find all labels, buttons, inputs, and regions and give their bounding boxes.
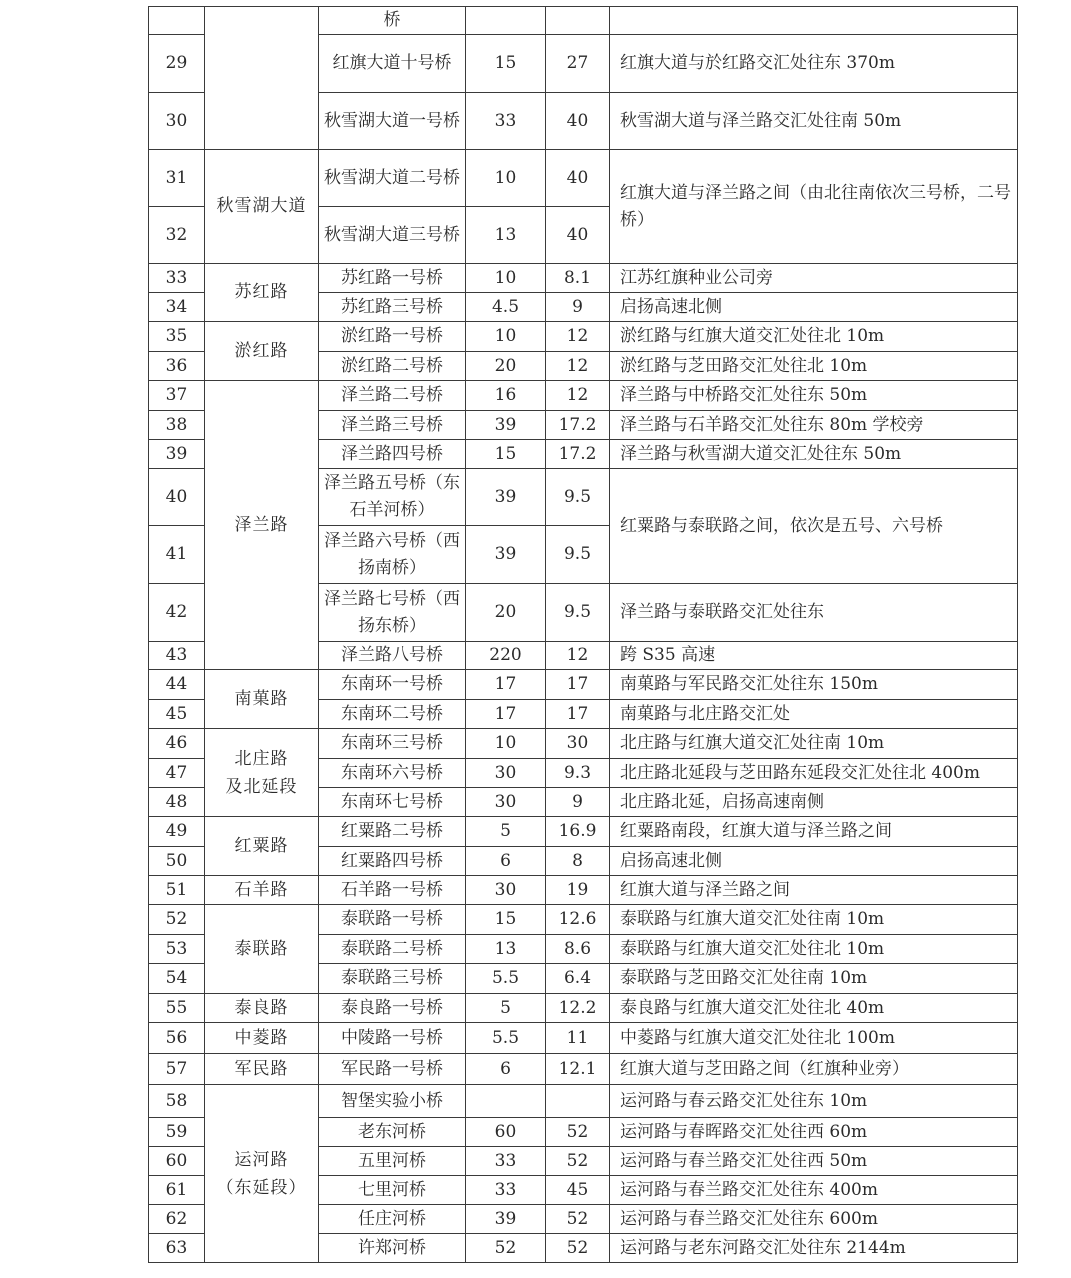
bridge-name-cell: 东南环二号桥 bbox=[319, 700, 466, 729]
bridge-name-cell: 秋雪湖大道一号桥 bbox=[319, 93, 466, 150]
bridge-name-cell: 泽兰路八号桥 bbox=[319, 642, 466, 670]
width-cell: 11 bbox=[546, 1023, 610, 1054]
row-number-cell: 60 bbox=[149, 1147, 205, 1176]
row-number-cell: 30 bbox=[149, 93, 205, 150]
bridge-name-cell: 苏红路三号桥 bbox=[319, 293, 466, 322]
row-number-cell: 48 bbox=[149, 788, 205, 817]
row-number-cell: 49 bbox=[149, 817, 205, 847]
road-name-cell: 红粟路 bbox=[205, 817, 319, 876]
bridge-name-cell: 东南环六号桥 bbox=[319, 759, 466, 788]
location-cell: 淤红路与红旗大道交汇处往北 10m bbox=[610, 322, 1018, 352]
location-cell: 泽兰路与石羊路交汇处往东 80m 学校旁 bbox=[610, 411, 1018, 440]
location-cell: 泽兰路与泰联路交汇处往东 bbox=[610, 584, 1018, 642]
length-cell: 39 bbox=[466, 526, 546, 584]
table-row bbox=[149, 322, 1018, 352]
bridge-name-cell: 泰良路一号桥 bbox=[319, 994, 466, 1023]
length-cell: 33 bbox=[466, 93, 546, 150]
length-cell: 39 bbox=[466, 469, 546, 526]
width-cell: 12.1 bbox=[546, 1054, 610, 1085]
length-cell: 6 bbox=[466, 847, 546, 876]
width-cell: 52 bbox=[546, 1234, 610, 1263]
road-name-cell: 泽兰路 bbox=[205, 381, 319, 670]
width-cell: 9.5 bbox=[546, 526, 610, 584]
table-row bbox=[149, 1023, 1018, 1054]
row-number-cell: 53 bbox=[149, 935, 205, 964]
width-cell: 52 bbox=[546, 1118, 610, 1147]
road-name-cell: 秋雪湖大道 bbox=[205, 150, 319, 264]
length-cell: 52 bbox=[466, 1234, 546, 1263]
row-number-cell: 44 bbox=[149, 670, 205, 700]
bridge-name-cell: 秋雪湖大道三号桥 bbox=[319, 207, 466, 264]
bridge-name-cell: 泽兰路二号桥 bbox=[319, 381, 466, 411]
location-cell: 启扬高速北侧 bbox=[610, 847, 1018, 876]
location-cell: 运河路与春晖路交汇处往西 60m bbox=[610, 1118, 1018, 1147]
road-name-cell: 石羊路 bbox=[205, 876, 319, 905]
length-cell: 17 bbox=[466, 670, 546, 700]
road-name-cell: 泰良路 bbox=[205, 994, 319, 1023]
row-number-cell: 59 bbox=[149, 1118, 205, 1147]
row-number-cell: 40 bbox=[149, 469, 205, 526]
width-cell: 9 bbox=[546, 788, 610, 817]
location-cell: 启扬高速北侧 bbox=[610, 293, 1018, 322]
width-cell: 9 bbox=[546, 293, 610, 322]
table-row bbox=[149, 876, 1018, 905]
location-cell: 红粟路与泰联路之间，依次是五号、六号桥 bbox=[610, 469, 1018, 584]
row-number-cell: 31 bbox=[149, 150, 205, 207]
location-cell: 红粟路南段，红旗大道与泽兰路之间 bbox=[610, 817, 1018, 847]
location-cell: 泰良路与红旗大道交汇处往北 40m bbox=[610, 994, 1018, 1023]
width-cell: 8.6 bbox=[546, 935, 610, 964]
location-cell: 泰联路与红旗大道交汇处往北 10m bbox=[610, 935, 1018, 964]
bridge-name-cell: 泽兰路五号桥（东石羊河桥） bbox=[319, 469, 466, 526]
table-row bbox=[149, 264, 1018, 293]
table-row bbox=[149, 7, 1018, 35]
row-number-cell: 45 bbox=[149, 700, 205, 729]
bridge-name-cell: 红旗大道十号桥 bbox=[319, 35, 466, 93]
width-cell: 19 bbox=[546, 876, 610, 905]
width-cell bbox=[546, 1085, 610, 1118]
width-cell bbox=[546, 7, 610, 35]
length-cell: 60 bbox=[466, 1118, 546, 1147]
bridge-name-cell: 东南环七号桥 bbox=[319, 788, 466, 817]
bridge-name-cell: 泰联路三号桥 bbox=[319, 964, 466, 994]
length-cell: 30 bbox=[466, 759, 546, 788]
width-cell: 12 bbox=[546, 642, 610, 670]
width-cell: 12 bbox=[546, 381, 610, 411]
bridge-table bbox=[148, 6, 1018, 1263]
table-row bbox=[149, 817, 1018, 847]
table-row bbox=[149, 905, 1018, 935]
location-cell: 北庄路北延段与芝田路东延段交汇处往北 400m bbox=[610, 759, 1018, 788]
location-cell: 秋雪湖大道与泽兰路交汇处往南 50m bbox=[610, 93, 1018, 150]
location-cell: 运河路与老东河路交汇处往东 2144m bbox=[610, 1234, 1018, 1263]
row-number-cell: 57 bbox=[149, 1054, 205, 1085]
location-cell: 泽兰路与秋雪湖大道交汇处往东 50m bbox=[610, 440, 1018, 469]
location-cell: 南菓路与军民路交汇处往东 150m bbox=[610, 670, 1018, 700]
width-cell: 40 bbox=[546, 207, 610, 264]
length-cell: 5 bbox=[466, 994, 546, 1023]
bridge-name-cell: 桥 bbox=[319, 7, 466, 35]
location-cell bbox=[610, 7, 1018, 35]
length-cell: 20 bbox=[466, 584, 546, 642]
location-cell: 泰联路与红旗大道交汇处往南 10m bbox=[610, 905, 1018, 935]
length-cell: 30 bbox=[466, 876, 546, 905]
bridge-name-cell: 淤红路一号桥 bbox=[319, 322, 466, 352]
location-cell: 泽兰路与中桥路交汇处往东 50m bbox=[610, 381, 1018, 411]
road-name-cell: 泰联路 bbox=[205, 905, 319, 994]
bridge-name-cell: 中陵路一号桥 bbox=[319, 1023, 466, 1054]
table-body bbox=[149, 7, 1018, 1263]
width-cell: 40 bbox=[546, 150, 610, 207]
row-number-cell: 33 bbox=[149, 264, 205, 293]
location-cell: 跨 S35 高速 bbox=[610, 642, 1018, 670]
row-number-cell: 38 bbox=[149, 411, 205, 440]
width-cell: 17 bbox=[546, 670, 610, 700]
length-cell: 5 bbox=[466, 817, 546, 847]
table-row bbox=[149, 381, 1018, 411]
row-number-cell: 39 bbox=[149, 440, 205, 469]
length-cell: 20 bbox=[466, 352, 546, 381]
location-cell: 北庄路与红旗大道交汇处往南 10m bbox=[610, 729, 1018, 759]
row-number-cell: 29 bbox=[149, 35, 205, 93]
length-cell: 16 bbox=[466, 381, 546, 411]
row-number-cell: 63 bbox=[149, 1234, 205, 1263]
length-cell: 33 bbox=[466, 1176, 546, 1205]
row-number-cell: 56 bbox=[149, 1023, 205, 1054]
road-name-cell: 中菱路 bbox=[205, 1023, 319, 1054]
row-number-cell: 54 bbox=[149, 964, 205, 994]
bridge-name-cell: 东南环一号桥 bbox=[319, 670, 466, 700]
location-cell: 泰联路与芝田路交汇处往南 10m bbox=[610, 964, 1018, 994]
bridge-name-cell: 红粟路二号桥 bbox=[319, 817, 466, 847]
row-number-cell: 32 bbox=[149, 207, 205, 264]
bridge-name-cell: 石羊路一号桥 bbox=[319, 876, 466, 905]
row-number-cell: 47 bbox=[149, 759, 205, 788]
length-cell: 17 bbox=[466, 700, 546, 729]
row-number-cell: 61 bbox=[149, 1176, 205, 1205]
length-cell: 5.5 bbox=[466, 1023, 546, 1054]
location-cell: 南菓路与北庄路交汇处 bbox=[610, 700, 1018, 729]
road-name-cell bbox=[205, 7, 319, 150]
length-cell: 6 bbox=[466, 1054, 546, 1085]
width-cell: 17.2 bbox=[546, 411, 610, 440]
road-name-cell: 军民路 bbox=[205, 1054, 319, 1085]
bridge-name-cell: 七里河桥 bbox=[319, 1176, 466, 1205]
width-cell: 52 bbox=[546, 1147, 610, 1176]
width-cell: 12.2 bbox=[546, 994, 610, 1023]
width-cell: 8 bbox=[546, 847, 610, 876]
location-cell: 运河路与春兰路交汇处往西 50m bbox=[610, 1147, 1018, 1176]
width-cell: 8.1 bbox=[546, 264, 610, 293]
location-cell: 红旗大道与芝田路之间（红旗种业旁） bbox=[610, 1054, 1018, 1085]
width-cell: 12 bbox=[546, 322, 610, 352]
width-cell: 12.6 bbox=[546, 905, 610, 935]
row-number-cell bbox=[149, 7, 205, 35]
width-cell: 40 bbox=[546, 93, 610, 150]
bridge-name-cell: 泽兰路四号桥 bbox=[319, 440, 466, 469]
length-cell: 10 bbox=[466, 150, 546, 207]
width-cell: 27 bbox=[546, 35, 610, 93]
width-cell: 6.4 bbox=[546, 964, 610, 994]
length-cell: 220 bbox=[466, 642, 546, 670]
width-cell: 9.5 bbox=[546, 469, 610, 526]
length-cell bbox=[466, 7, 546, 35]
length-cell: 39 bbox=[466, 411, 546, 440]
location-cell: 淤红路与芝田路交汇处往北 10m bbox=[610, 352, 1018, 381]
bridge-name-cell: 泽兰路七号桥（西扬东桥） bbox=[319, 584, 466, 642]
row-number-cell: 50 bbox=[149, 847, 205, 876]
location-cell: 北庄路北延，启扬高速南侧 bbox=[610, 788, 1018, 817]
road-name-cell: 苏红路 bbox=[205, 264, 319, 322]
table-row bbox=[149, 729, 1018, 759]
row-number-cell: 52 bbox=[149, 905, 205, 935]
road-name-cell: 淤红路 bbox=[205, 322, 319, 381]
row-number-cell: 41 bbox=[149, 526, 205, 584]
row-number-cell: 35 bbox=[149, 322, 205, 352]
bridge-name-cell: 五里河桥 bbox=[319, 1147, 466, 1176]
row-number-cell: 51 bbox=[149, 876, 205, 905]
bridge-name-cell: 苏红路一号桥 bbox=[319, 264, 466, 293]
width-cell: 9.3 bbox=[546, 759, 610, 788]
width-cell: 9.5 bbox=[546, 584, 610, 642]
location-cell: 运河路与春兰路交汇处往东 600m bbox=[610, 1205, 1018, 1234]
length-cell: 10 bbox=[466, 322, 546, 352]
width-cell: 12 bbox=[546, 352, 610, 381]
table-row bbox=[149, 1054, 1018, 1085]
bridge-name-cell: 淤红路二号桥 bbox=[319, 352, 466, 381]
bridge-name-cell: 泰联路一号桥 bbox=[319, 905, 466, 935]
row-number-cell: 37 bbox=[149, 381, 205, 411]
length-cell: 13 bbox=[466, 935, 546, 964]
table-row bbox=[149, 150, 1018, 207]
length-cell: 15 bbox=[466, 35, 546, 93]
bridge-name-cell: 智堡实验小桥 bbox=[319, 1085, 466, 1118]
row-number-cell: 55 bbox=[149, 994, 205, 1023]
length-cell: 33 bbox=[466, 1147, 546, 1176]
bridge-name-cell: 红粟路四号桥 bbox=[319, 847, 466, 876]
length-cell: 39 bbox=[466, 1205, 546, 1234]
length-cell: 10 bbox=[466, 264, 546, 293]
row-number-cell: 43 bbox=[149, 642, 205, 670]
location-cell: 红旗大道与於红路交汇处往东 370m bbox=[610, 35, 1018, 93]
location-cell: 运河路与春兰路交汇处往东 400m bbox=[610, 1176, 1018, 1205]
bridge-name-cell: 东南环三号桥 bbox=[319, 729, 466, 759]
width-cell: 16.9 bbox=[546, 817, 610, 847]
length-cell: 10 bbox=[466, 729, 546, 759]
row-number-cell: 46 bbox=[149, 729, 205, 759]
row-number-cell: 34 bbox=[149, 293, 205, 322]
bridge-name-cell: 泽兰路三号桥 bbox=[319, 411, 466, 440]
width-cell: 30 bbox=[546, 729, 610, 759]
table-row bbox=[149, 994, 1018, 1023]
table-row bbox=[149, 670, 1018, 700]
location-cell: 运河路与春云路交汇处往东 10m bbox=[610, 1085, 1018, 1118]
length-cell: 5.5 bbox=[466, 964, 546, 994]
bridge-name-cell: 许郑河桥 bbox=[319, 1234, 466, 1263]
road-name-cell: 南菓路 bbox=[205, 670, 319, 729]
location-cell: 红旗大道与泽兰路之间 bbox=[610, 876, 1018, 905]
road-name-cell: 北庄路 及北延段 bbox=[205, 729, 319, 817]
length-cell: 15 bbox=[466, 440, 546, 469]
width-cell: 17 bbox=[546, 700, 610, 729]
location-cell: 江苏红旗种业公司旁 bbox=[610, 264, 1018, 293]
row-number-cell: 58 bbox=[149, 1085, 205, 1118]
bridge-name-cell: 泰联路二号桥 bbox=[319, 935, 466, 964]
bridge-name-cell: 军民路一号桥 bbox=[319, 1054, 466, 1085]
table-row bbox=[149, 1085, 1018, 1118]
length-cell: 13 bbox=[466, 207, 546, 264]
bridge-name-cell: 泽兰路六号桥（西扬南桥） bbox=[319, 526, 466, 584]
length-cell: 15 bbox=[466, 905, 546, 935]
length-cell bbox=[466, 1085, 546, 1118]
row-number-cell: 42 bbox=[149, 584, 205, 642]
bridge-name-cell: 秋雪湖大道二号桥 bbox=[319, 150, 466, 207]
width-cell: 45 bbox=[546, 1176, 610, 1205]
bridge-name-cell: 老东河桥 bbox=[319, 1118, 466, 1147]
row-number-cell: 62 bbox=[149, 1205, 205, 1234]
width-cell: 52 bbox=[546, 1205, 610, 1234]
location-cell: 红旗大道与泽兰路之间（由北往南依次三号桥，二号桥） bbox=[610, 150, 1018, 264]
road-name-cell: 运河路 （东延段） bbox=[205, 1085, 319, 1263]
row-number-cell: 36 bbox=[149, 352, 205, 381]
bridge-name-cell: 任庄河桥 bbox=[319, 1205, 466, 1234]
width-cell: 17.2 bbox=[546, 440, 610, 469]
length-cell: 30 bbox=[466, 788, 546, 817]
location-cell: 中菱路与红旗大道交汇处往北 100m bbox=[610, 1023, 1018, 1054]
length-cell: 4.5 bbox=[466, 293, 546, 322]
